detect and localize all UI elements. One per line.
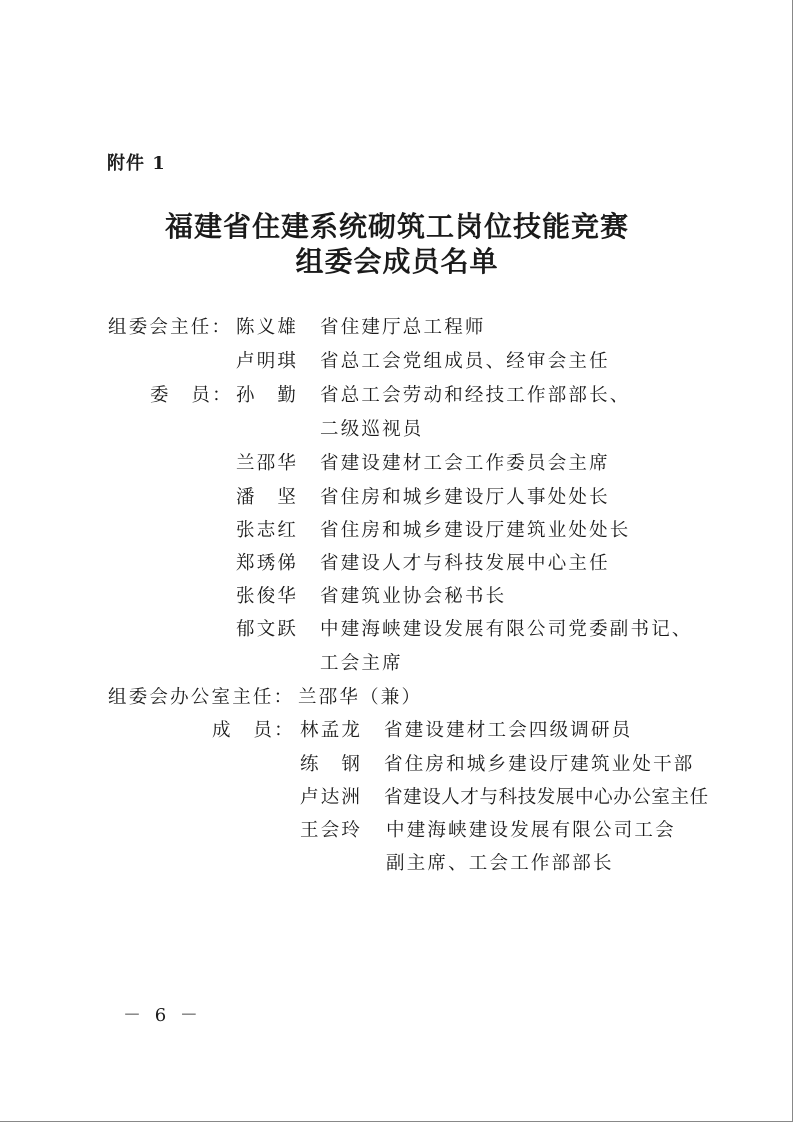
committee-deputy-position: 省总工会党组成员、经审会主任 bbox=[320, 351, 610, 372]
office-member-position: 省建设人才与科技发展中心办公室主任 bbox=[384, 787, 709, 808]
member-position: 省建设人才与科技发展中心主任 bbox=[320, 553, 610, 574]
member-position: 省建设建材工会工作委员会主席 bbox=[320, 453, 610, 474]
committee-deputy-name: 卢明琪 bbox=[236, 351, 299, 372]
member-position: 省建筑业协会秘书长 bbox=[320, 586, 507, 607]
document-title-line-2: 组委会成员名单 bbox=[295, 245, 499, 278]
committee-director-name: 陈义雄 bbox=[236, 317, 299, 338]
member-name: 张志红 bbox=[236, 520, 299, 541]
office-members-label: 成 员： bbox=[212, 720, 295, 741]
office-director-label: 组委会办公室主任： bbox=[108, 687, 295, 708]
office-member-position-continued: 副主席、工会工作部部长 bbox=[386, 853, 614, 874]
member-name: 孙 勤 bbox=[236, 385, 299, 406]
member-name: 兰邵华 bbox=[236, 453, 299, 474]
office-member-position: 中建海峡建设发展有限公司工会 bbox=[386, 820, 676, 841]
office-member-position: 省住房和城乡建设厅建筑业处干部 bbox=[384, 754, 695, 775]
office-member-name: 林孟龙 bbox=[300, 720, 363, 741]
committee-director-position: 省住建厅总工程师 bbox=[320, 317, 486, 338]
member-name: 潘 坚 bbox=[236, 487, 299, 508]
member-position: 省总工会劳动和经技工作部部长、 bbox=[320, 385, 631, 406]
page-number: － 6 － bbox=[123, 1005, 202, 1026]
office-member-name: 卢达洲 bbox=[300, 787, 363, 808]
member-position-continued: 二级巡视员 bbox=[320, 419, 424, 440]
attachment-label: 附件 1 bbox=[107, 153, 166, 174]
committee-members-label: 委 员： bbox=[150, 385, 233, 406]
member-name: 郁文跃 bbox=[236, 619, 299, 640]
member-name: 郑琇俤 bbox=[236, 553, 299, 574]
office-member-name: 练 钢 bbox=[300, 754, 363, 775]
member-name: 张俊华 bbox=[236, 586, 299, 607]
office-member-name: 王会玲 bbox=[300, 820, 363, 841]
member-position-continued: 工会主席 bbox=[320, 653, 403, 674]
member-position: 中建海峡建设发展有限公司党委副书记、 bbox=[320, 619, 693, 640]
member-position: 省住房和城乡建设厅人事处处长 bbox=[320, 487, 610, 508]
committee-director-label: 组委会主任： bbox=[108, 317, 233, 338]
office-member-position: 省建设建材工会四级调研员 bbox=[384, 720, 633, 741]
member-position: 省住房和城乡建设厅建筑业处处长 bbox=[320, 520, 631, 541]
office-director-value: 兰邵华（兼） bbox=[298, 687, 423, 708]
document-title-line-1: 福建省住建系统砌筑工岗位技能竞赛 bbox=[164, 210, 629, 243]
